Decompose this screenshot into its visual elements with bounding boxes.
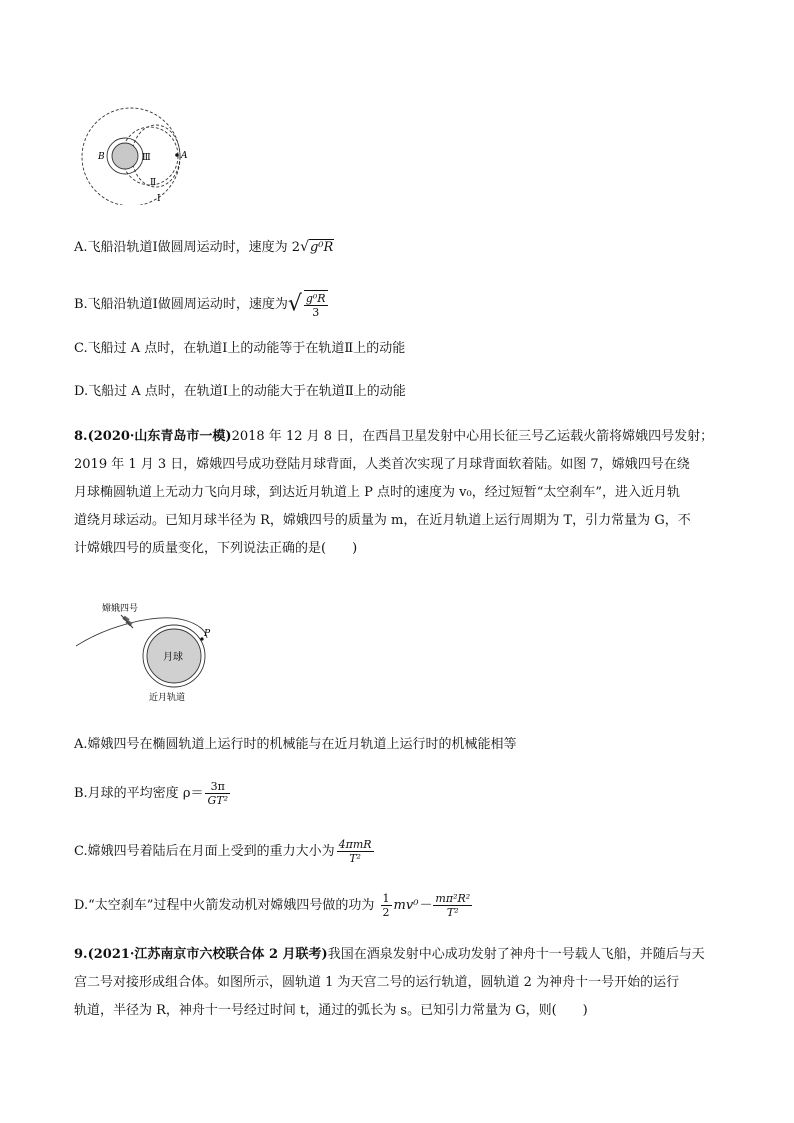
moon-label: 月球	[163, 652, 183, 663]
change4-diagram	[74, 598, 224, 710]
q8-stem: 8.(2020·山东青岛市一模)2018 年 12 月 8 日，在西昌卫星发射中心用长征三号乙运载火箭将嫦娥四号发射； 2019 年 1 月 3 日，嫦娥四号成功登陆月球背面，人类首次实现了月球背面软着陆。如图 7，嫦娥四号在绕 月球椭圆轨道上无动力飞向月球，到达近月轨道上 P 点时的速度为 v₀，经过短暂“太空刹车”，进入近月轨 道绕月球运动。已知月球半径为 R，嫦娥四号的质量为 m，在近月轨道上运行周期为 T，引力常量为 G，不 计嫦娥四号的质量变化，下列说法正确的是( )	[74, 429, 714, 556]
q7-option-b: B.飞船沿轨道Ⅰ做圆周运动时，速度为√ $\frac{\text{g⁰R}}{3}$	[74, 291, 326, 319]
q7-option-c: C.飞船过 A 点时，在轨道Ⅰ上的动能等于在轨道Ⅱ上的动能	[74, 341, 406, 356]
label-A: A	[181, 151, 188, 161]
probe-label: 嫦娥四号	[102, 604, 139, 614]
orbit-diagram	[74, 105, 194, 205]
planet	[112, 143, 138, 169]
P-label: P	[204, 629, 211, 639]
probe-icon	[121, 615, 133, 628]
label-I: Ⅰ	[157, 194, 161, 204]
label-II: Ⅱ	[150, 178, 157, 188]
q7-option-d: D.飞船过 A 点时，在轨道Ⅰ上的动能大于在轨道Ⅱ上的动能	[74, 384, 406, 399]
label-III: Ⅲ	[142, 153, 151, 163]
q8-option-a: A.嫦娥四号在椭圆轨道上运行时的机械能与在近月轨道上运行时的机械能相等	[74, 737, 517, 752]
q8-option-c: C.嫦娥四号着陆后在月面上受到的重力大小为 $\frac{\text{4πmR}}{\text{T²}}$	[74, 838, 372, 865]
q8-option-d: D.“太空刹车”过程中火箭发动机对嫦娥四号做的功为 $\frac{1}{2}$ mv⁰－ $\frac{\text{mπ²R²}}{\text{T²}}$	[74, 892, 471, 919]
point-A	[175, 153, 179, 157]
q9-stem: 9.(2021·江苏南京市六校联合体 2 月联考)我国在酒泉发射中心成功发射了神舟十一号载人飞船，并随后与天 宫二号对接形成组合体。如图所示，圆轨道 1 为天宫二号的运行轨道，圆轨道 2 为神舟十一号开始的运行 轨道，半径为 R，神舟十一号经过时间 t，通过的弧长为 s。已知引力常量为 G，则( )	[74, 947, 705, 1018]
label-B: B	[98, 152, 105, 162]
orbit-label: 近月轨道	[149, 693, 186, 703]
q8-option-b: B.月球的平均密度 ρ＝ $\frac{3\pi}{\text{GT²}}$	[74, 780, 229, 807]
q7-option-a: A.飞船沿轨道Ⅰ做圆周运动时，速度为 2√g⁰R	[74, 239, 334, 255]
